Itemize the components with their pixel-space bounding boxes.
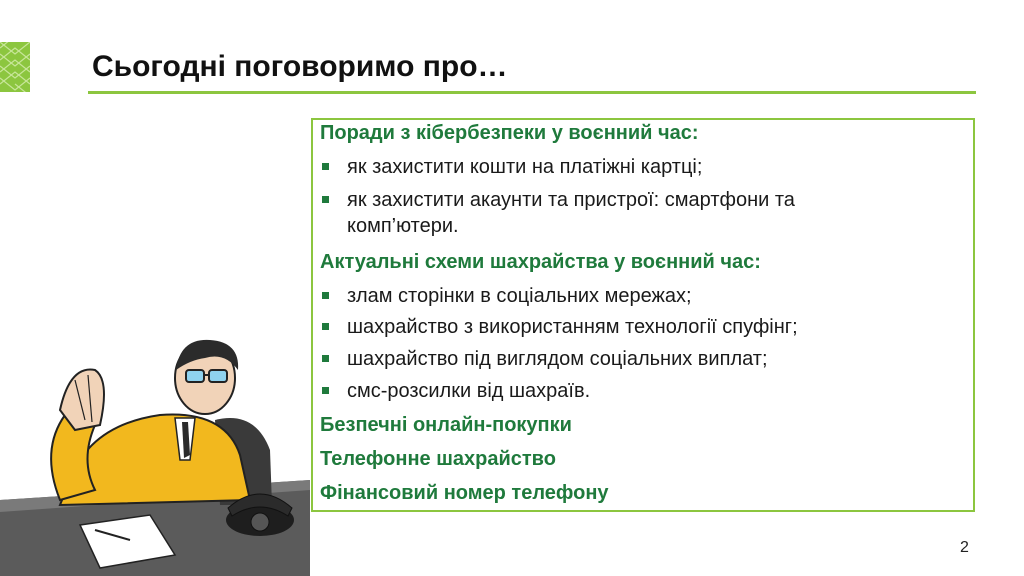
businessman-illustration <box>0 330 310 576</box>
heading-financial-phone-number: Фінансовий номер телефону <box>320 482 609 504</box>
list-item-text: шахрайство під виглядом соціальних виплат; <box>347 348 768 370</box>
slide-title: Сьогодні поговоримо про… <box>92 50 508 83</box>
list-item-text: шахрайство з використанням технології спуфінг; <box>347 316 798 338</box>
page-number: 2 <box>960 539 969 556</box>
list-item <box>322 155 702 179</box>
list-item-text: злам сторінки в соціальних мережах; <box>347 285 692 307</box>
bullet-icon <box>322 292 329 299</box>
list-item <box>322 347 768 371</box>
list-item <box>322 188 795 212</box>
list-item <box>322 284 692 308</box>
list-item-text: як захистити кошти на платіжні картці; <box>347 156 703 178</box>
list-item-continuation: комп’ютери. <box>347 215 459 237</box>
bullet-icon <box>322 196 329 203</box>
bullet-icon <box>322 163 329 170</box>
bullet-icon <box>322 387 329 394</box>
section-heading-fraud-schemes: Актуальні схеми шахрайства у воєнний час: <box>320 251 761 273</box>
bullet-icon <box>322 323 329 330</box>
list-item-text: смс-розсилки від шахраїв. <box>347 380 591 402</box>
heading-safe-online-shopping: Безпечні онлайн-покупки <box>320 414 572 436</box>
list-item <box>322 379 590 403</box>
title-underline <box>88 91 976 94</box>
corner-pattern-icon <box>0 42 30 92</box>
list-item <box>322 315 798 339</box>
bullet-icon <box>322 355 329 362</box>
list-item-text: як захистити акаунти та пристрої: смартфони та <box>347 189 795 211</box>
section-heading-cybersecurity: Поради з кібербезпеки у воєнний час: <box>320 122 699 144</box>
heading-phone-fraud: Телефонне шахрайство <box>320 448 556 470</box>
